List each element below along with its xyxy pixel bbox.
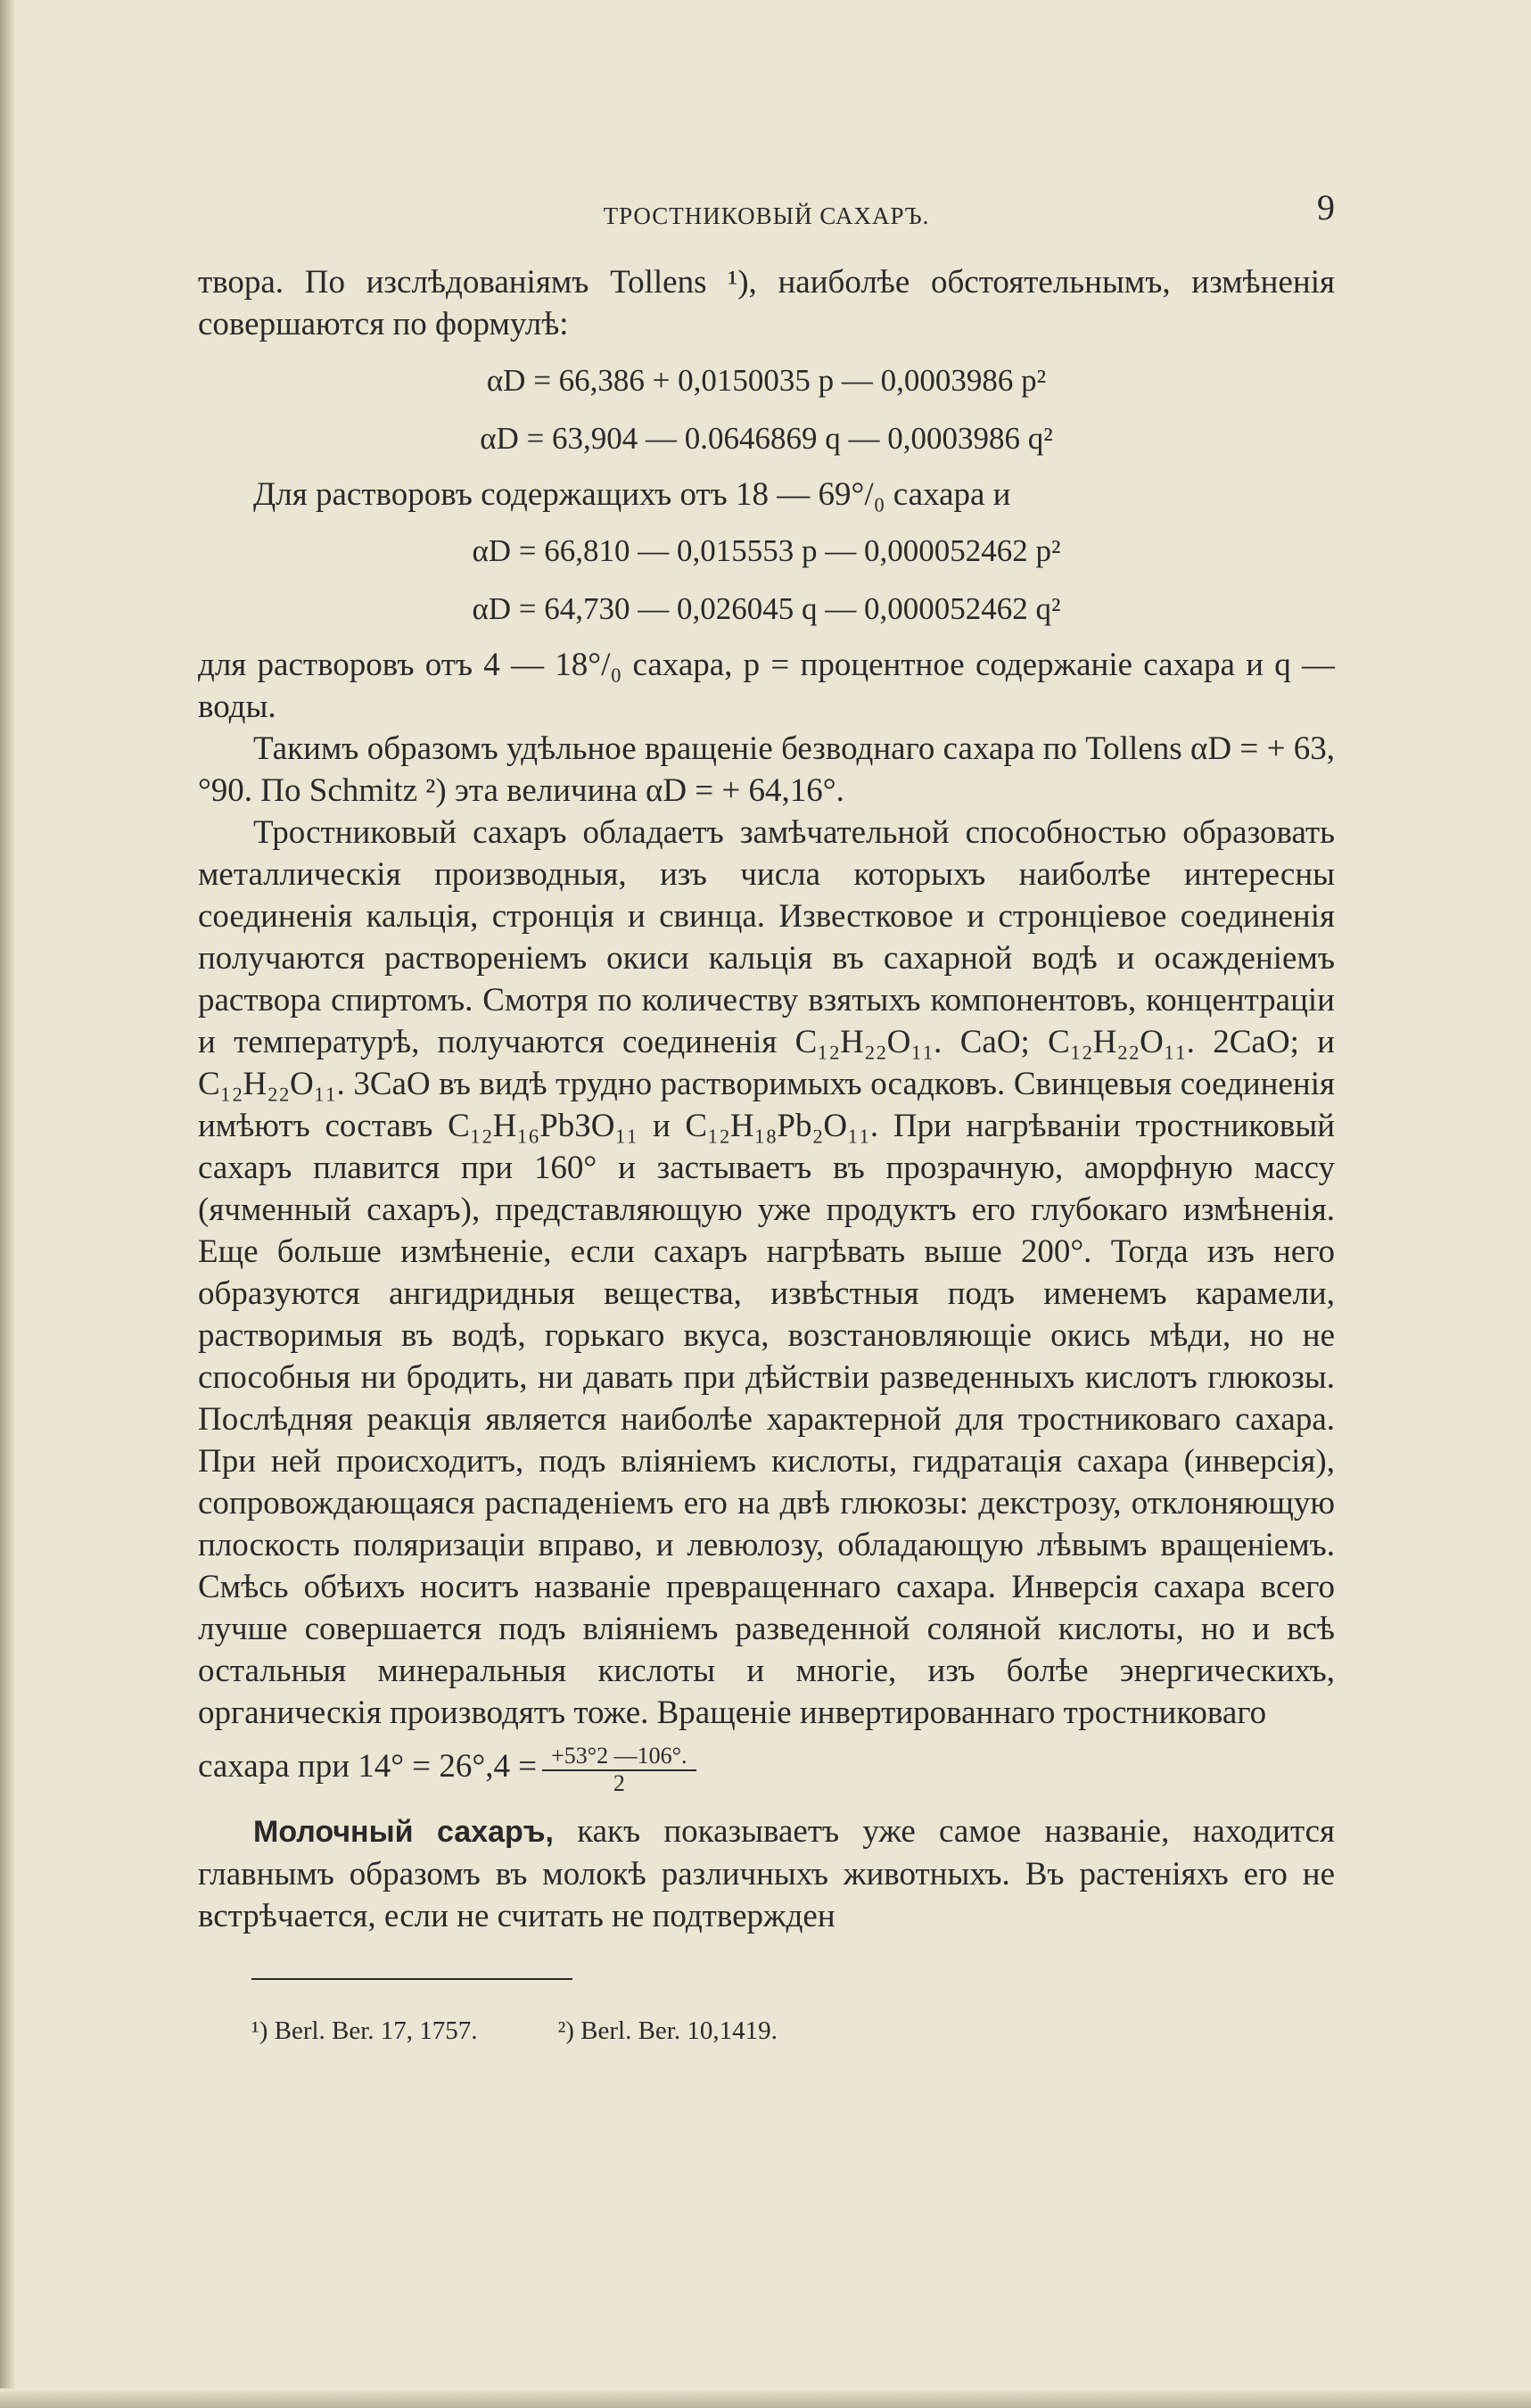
paragraph-6-text: какъ показываетъ уже самое названіе, находится главнымъ образомъ въ молокѣ различныхъ животныхъ. Въ растеніяхъ его не встрѣчается, если не считать не подтвержден	[198, 1813, 1336, 1934]
formula-4: αD = 64,730 — 0,026045 q — 0,000052462 q²	[472, 591, 1061, 626]
fraction-numerator: +53°2 —106°.	[542, 1743, 696, 1771]
running-head: ТРОСТНИКОВЫЙ САХАРЪ.	[603, 202, 930, 229]
section-lead-milk-sugar: Молочный сахаръ,	[253, 1815, 554, 1849]
formula-block-2	[198, 526, 1335, 633]
page	[198, 183, 1335, 2052]
fraction-denominator: 2	[613, 1770, 625, 1796]
page-bottom-shadow	[0, 2388, 1531, 2408]
page-header	[198, 183, 1335, 236]
footnotes	[198, 2010, 1335, 2052]
inversion-formula-line	[198, 1734, 1335, 1796]
paragraph-6	[198, 1810, 1335, 1937]
footnote-divider	[251, 1978, 572, 1980]
paragraph-3: для растворовъ отъ 4 — 18°/₀ сахара, p = процентное содержаніе сахара и q — воды.	[198, 647, 1335, 725]
formula-2: αD = 63,904 — 0.0646869 q — 0,0003986 q²	[480, 421, 1053, 456]
paragraph-5: Тростниковый сахаръ обладаетъ замѣчательной способностью образовать металлическія производныя, изъ числа которыхъ наиболѣе интересны соединенія кальція, стронція и свинца. Известковое и стронціевое соединенія получаются раствореніемъ окиси кальція въ сахарной водѣ и осажденіемъ раствора спиртомъ. Смотря по количеству взятыхъ компонентовъ, концентраціи и температурѣ, получаются соединенія C₁₂H₂₂O₁₁. CaO; C₁₂H₂₂O₁₁. 2CaO; и C₁₂H₂₂O₁₁. 3CaO въ видѣ трудно растворимыхъ осадковъ. Свинцевыя соединенія имѣютъ составъ C₁₂H₁₆PbЗO₁₁ и C₁₂H₁₈Pb₂O₁₁. При нагрѣваніи тростниковый сахаръ плавится при 160° и застываетъ въ прозрачную, аморфную массу (ячменный сахаръ), представляющую уже продуктъ его глубокаго измѣненія. Еще больше измѣненіе, если сахаръ нагрѣвать выше 200°. Тогда изъ него образуются ангидридныя вещества, извѣстныя подъ именемъ карамели, растворимыя въ водѣ, горькаго вкуса, возстановляющіе окись мѣди, но не способныя ни бродить, ни давать при дѣйствіи разведенныхъ кислотъ глюкозы. Послѣдняя реакція является наиболѣе характерной для тростниковаго сахара. При ней происходитъ, подъ вліяніемъ кислоты, гидратація сахара (инверсія), сопровождающаяся распаденіемъ его на двѣ глюкозы: декстрозу, отклоняющую плоскость поляризаціи вправо, и левюлозу, обладающую лѣвымъ вращеніемъ. Смѣсь обѣихъ носитъ названіе превращеннаго сахара. Инверсія сахара всего лучше совершается подъ вліяніемъ разведенной соляной кислоты, но и всѣ остальныя минеральныя кислоты и многіе, изъ болѣе энергическихъ, органическія производятъ тоже. Вращеніе инвертированнаго тростниковаго	[198, 814, 1335, 1731]
inversion-formula-text: сахара при 14° = 26°,4 =	[198, 1748, 538, 1785]
inversion-fraction	[542, 1743, 696, 1796]
paragraph-2: Для растворовъ содержащихъ отъ 18 — 69°/₀ сахара и	[253, 476, 1011, 513]
page-number: 9	[1317, 187, 1335, 227]
paragraph-1: твора. По изслѣдованіямъ Tollens ¹), наиболѣе обстоятельнымъ, измѣненія совершаются по формулѣ:	[198, 264, 1335, 342]
footnote-2: ²) Berl. Ber. 10,1419.	[557, 2016, 778, 2045]
formula-1: αD = 66,386 + 0,0150035 p — 0,0003986 p²	[486, 363, 1047, 398]
formula-block-1	[198, 356, 1335, 463]
page-edge-shadow	[0, 0, 16, 2408]
formula-3: αD = 66,810 — 0,015553 p — 0,000052462 p²	[472, 533, 1061, 568]
paragraph-4: Такимъ образомъ удѣльное вращеніе безводнаго сахара по Tollens αD = + 63,°90. По Schmitz ²) эта величина αD = + 64,16°.	[198, 730, 1335, 809]
footnote-1: ¹) Berl. Ber. 17, 1757.	[251, 2016, 478, 2045]
